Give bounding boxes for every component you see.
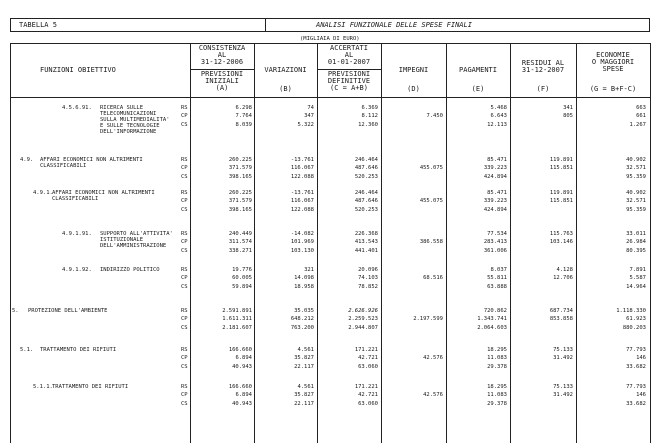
- table-cell: 2.626.926: [348, 308, 378, 314]
- unit-note: (MIGLIAIA DI EURO): [300, 36, 360, 42]
- table-cell: 29.378: [487, 363, 507, 370]
- table-cell: 68.516: [423, 275, 443, 282]
- table-cell: 171.221: [354, 347, 378, 353]
- header-pagamenti: PAGAMENTI: [459, 66, 497, 74]
- header-pagamenti-letter: (E): [471, 85, 485, 93]
- row-type-label: RS: [181, 308, 188, 314]
- row-type-label: CP: [181, 392, 188, 399]
- table-cell: 520.253: [354, 206, 378, 213]
- table-cell: 18.958: [294, 283, 314, 290]
- row-type-label: CS: [181, 173, 188, 180]
- table-cell: 5.587: [629, 275, 646, 282]
- header-economie-1: ECONOMIE: [596, 51, 630, 59]
- table-cell: 55.811: [487, 275, 507, 282]
- table-cell: 763.200: [290, 324, 314, 331]
- header-pi-2: INIZIALI: [205, 77, 239, 85]
- table-cell: 122.088: [290, 206, 314, 213]
- table-cell: 12.706: [553, 275, 573, 282]
- table-cell: 805: [563, 113, 573, 120]
- table-cell: 171.221: [354, 384, 378, 390]
- table-cell: 2.181.607: [222, 324, 252, 331]
- header-economie-letter: (G = B+F-C): [589, 85, 637, 93]
- table-cell: 1.343.741: [477, 316, 507, 323]
- table-title: ANALISI FUNZIONALE DELLE SPESE FINALI: [316, 21, 472, 29]
- table-cell: 371.579: [228, 198, 252, 205]
- row-code: 4.9.1.91.: [62, 231, 92, 237]
- table-cell: 260.225: [228, 190, 252, 196]
- row-type-label: CS: [181, 400, 188, 407]
- table-cell: 7.764: [235, 113, 252, 120]
- table-cell: 80.395: [626, 247, 646, 254]
- header-pd-2: DEFINITIVE: [327, 77, 371, 85]
- table-cell: 60.005: [232, 275, 252, 282]
- table-cell: 1.118.330: [616, 308, 646, 314]
- table-cell: 226.368: [354, 231, 378, 237]
- row-type-label: RS: [181, 157, 188, 163]
- table-cell: 2.064.603: [477, 324, 507, 331]
- row-type-label: CP: [181, 275, 188, 282]
- header-consistenza-2: AL: [217, 51, 227, 59]
- table-cell: 720.862: [483, 308, 507, 314]
- row-type-label: RS: [181, 105, 188, 111]
- table-cell: 14.964: [626, 283, 646, 290]
- table-cell: 35.827: [294, 355, 314, 362]
- table-cell: 246.464: [354, 157, 378, 163]
- table-cell: 413.543: [354, 239, 378, 246]
- row-description: TRATTAMENTO DEI RIFIUTI: [40, 347, 117, 353]
- table-cell: 520.253: [354, 173, 378, 180]
- header-pd-3: (C = A+B): [330, 84, 368, 92]
- table-cell: 12.113: [487, 121, 507, 128]
- row-code: 4.5.6.91.: [62, 105, 92, 111]
- header-pi-3: (A): [215, 84, 229, 92]
- table-cell: 347: [304, 113, 314, 120]
- table-cell: 85.471: [487, 190, 507, 196]
- table-cell: 880.203: [622, 324, 646, 331]
- table-cell: 4.561: [297, 347, 314, 353]
- table-cell: 424.894: [483, 173, 507, 180]
- table-cell: 75.133: [553, 347, 573, 353]
- table-cell: 166.660: [228, 347, 252, 353]
- table-cell: 75.133: [553, 384, 573, 390]
- table-cell: 853.858: [549, 316, 573, 323]
- row-description: SUPPORTO ALL'ATTIVITA' ISTITUZIONALE DELL'AMMINISTRAZIONE: [100, 231, 173, 249]
- table-cell: 101.969: [290, 239, 314, 246]
- row-type-label: RS: [181, 267, 188, 273]
- row-type-label: RS: [181, 384, 188, 390]
- row-code: 5.: [12, 308, 19, 314]
- table-cell: 103.130: [290, 247, 314, 254]
- col-rule: [650, 43, 651, 443]
- col-rule: [576, 43, 577, 443]
- table-cell: 6.643: [490, 113, 507, 120]
- table-cell: 6.894: [235, 392, 252, 399]
- table-cell: 8.037: [490, 267, 507, 273]
- row-type-label: CS: [181, 206, 188, 213]
- table-cell: 40.943: [232, 363, 252, 370]
- table-cell: 42.576: [423, 355, 443, 362]
- table-cell: 311.574: [228, 239, 252, 246]
- header-funzioni: FUNZIONI OBIETTIVO: [40, 66, 116, 74]
- table-cell: 33.682: [626, 363, 646, 370]
- col-rule: [510, 43, 511, 443]
- table-cell: 6.369: [361, 105, 378, 111]
- table-cell: 77.793: [626, 347, 646, 353]
- table-cell: 19.776: [232, 267, 252, 273]
- table-cell: 77.793: [626, 384, 646, 390]
- row-type-label: CS: [181, 363, 188, 370]
- table-cell: 63.060: [358, 363, 378, 370]
- header-previsioni-definitive: [317, 71, 381, 92]
- table-cell: 386.558: [419, 239, 443, 246]
- table-cell: 35.035: [294, 308, 314, 314]
- table-cell: 116.067: [290, 198, 314, 205]
- table-cell: 119.891: [549, 190, 573, 196]
- header-residui-1: RESIDUI AL: [521, 59, 565, 67]
- table-cell: 487.646: [354, 165, 378, 172]
- table-cell: 146: [636, 355, 646, 362]
- row-description: RICERCA SULLE TELECOMUNICAZIONI SULLA MULTIMEDIALITA' E SULLE TECNOLOGIE DELL'INFORMAZIONE: [100, 105, 170, 135]
- table-cell: 1.611.311: [222, 316, 252, 323]
- table-cell: 74: [307, 105, 314, 111]
- table-cell: 339.223: [483, 165, 507, 172]
- row-code: 4.9.1.: [33, 190, 53, 196]
- header-variazioni: VARIAZIONI: [264, 66, 307, 74]
- header-residui-2: 31-12-2007: [521, 66, 565, 74]
- header-economie-3: SPESE: [602, 65, 624, 73]
- table-cell: 11.083: [487, 355, 507, 362]
- table-cell: 7.891: [629, 267, 646, 273]
- table-cell: 22.117: [294, 400, 314, 407]
- table-cell: 455.075: [419, 165, 443, 172]
- table-cell: 33.011: [626, 231, 646, 237]
- table-cell: 85.471: [487, 157, 507, 163]
- header-impegni-letter: (D): [407, 85, 420, 93]
- row-type-label: CS: [181, 121, 188, 128]
- table-cell: 42.576: [423, 392, 443, 399]
- table-cell: 122.088: [290, 173, 314, 180]
- table-cell: 32.571: [626, 198, 646, 205]
- table-cell: 40.902: [626, 190, 646, 196]
- header-accertati-2: AL: [344, 51, 354, 59]
- col-rule: [381, 43, 382, 443]
- table-cell: 22.117: [294, 363, 314, 370]
- row-description: TRATTAMENTO DEI RIFIUTI: [52, 384, 129, 390]
- table-cell: 59.894: [232, 283, 252, 290]
- table-cell: 12.360: [358, 121, 378, 128]
- table-cell: 487.646: [354, 198, 378, 205]
- table-cell: 42.721: [358, 355, 378, 362]
- table-cell: 20.096: [358, 267, 378, 273]
- header-economie-2: O MAGGIORI: [591, 58, 635, 66]
- table-cell: 663: [636, 105, 646, 111]
- table-cell: 77.534: [487, 231, 507, 237]
- table-cell: 115.851: [549, 165, 573, 172]
- header-pi-1: PREVISIONI: [200, 70, 244, 78]
- table-cell: 424.894: [483, 206, 507, 213]
- table-cell: 260.225: [228, 157, 252, 163]
- table-cell: 33.682: [626, 400, 646, 407]
- table-cell: 74.103: [358, 275, 378, 282]
- row-type-label: CP: [181, 198, 188, 205]
- table-cell: 246.464: [354, 190, 378, 196]
- table-cell: 31.492: [553, 392, 573, 399]
- table-cell: 341: [563, 105, 573, 111]
- table-cell: 398.165: [228, 173, 252, 180]
- table-cell: 166.660: [228, 384, 252, 390]
- table-cell: 2.944.807: [348, 324, 378, 331]
- table-cell: 26.984: [626, 239, 646, 246]
- table-cell: 6.894: [235, 355, 252, 362]
- table-cell: 455.075: [419, 198, 443, 205]
- header-accertati-3: 01-01-2007: [327, 58, 371, 66]
- row-type-label: CP: [181, 165, 188, 172]
- header-bottom-rule: [10, 97, 650, 98]
- header-variazioni-letter: (B): [279, 85, 292, 93]
- header-accertati: [317, 45, 381, 66]
- table-cell: 78.852: [358, 283, 378, 290]
- table-cell: 8.039: [235, 121, 252, 128]
- table-cell: 95.359: [626, 206, 646, 213]
- table-cell: 648.212: [290, 316, 314, 323]
- col-rule: [190, 43, 191, 443]
- table-cell: 441.401: [354, 247, 378, 254]
- table-cell: 32.571: [626, 165, 646, 172]
- row-type-label: CP: [181, 113, 188, 120]
- header-residui-letter: (F): [536, 85, 550, 93]
- table-cell: 4.128: [556, 267, 573, 273]
- col-rule: [317, 43, 318, 443]
- table-cell: 2.197.599: [413, 316, 443, 323]
- table-cell: 14.098: [294, 275, 314, 282]
- table-cell: 63.060: [358, 400, 378, 407]
- table-cell: 119.891: [549, 157, 573, 163]
- table-cell: 4.561: [297, 384, 314, 390]
- row-code: 4.9.: [20, 157, 34, 163]
- table-cell: 11.083: [487, 392, 507, 399]
- row-type-label: CP: [181, 316, 188, 323]
- table-cell: 2.259.523: [348, 316, 378, 323]
- table-cell: 6.298: [235, 105, 252, 111]
- table-cell: 29.378: [487, 400, 507, 407]
- header-impegni: IMPEGNI: [398, 66, 429, 74]
- table-cell: 18.295: [487, 347, 507, 353]
- row-description: AFFARI ECONOMICI NON ALTRIMENTI CLASSIFICABILI: [40, 157, 143, 169]
- table-cell: 103.146: [549, 239, 573, 246]
- table-cell: -14.082: [290, 231, 314, 237]
- table-cell: 371.579: [228, 165, 252, 172]
- table-cell: 63.888: [487, 283, 507, 290]
- col-rule: [254, 43, 255, 443]
- row-type-label: CP: [181, 239, 188, 246]
- table-cell: 321: [304, 267, 314, 273]
- table-cell: 2.591.891: [222, 308, 252, 314]
- table-cell: 240.449: [228, 231, 252, 237]
- row-description: INDIRIZZO POLITICO: [100, 267, 160, 273]
- table-cell: 40.943: [232, 400, 252, 407]
- table-cell: 7.450: [426, 113, 443, 120]
- table-cell: 339.223: [483, 198, 507, 205]
- row-type-label: RS: [181, 231, 188, 237]
- table-cell: 31.492: [553, 355, 573, 362]
- table-cell: 687.734: [549, 308, 573, 314]
- table-cell: 8.112: [361, 113, 378, 120]
- title-divider: [265, 19, 266, 31]
- row-code: 4.9.1.92.: [62, 267, 92, 273]
- title-bar: [10, 18, 650, 32]
- table-cell: 42.721: [358, 392, 378, 399]
- table-cell: -13.761: [290, 190, 314, 196]
- row-code: 5.1.: [20, 347, 34, 353]
- header-residui: [510, 60, 576, 74]
- row-code: 5.1.1.: [33, 384, 53, 390]
- table-cell: 115.763: [549, 231, 573, 237]
- table-cell: 35.827: [294, 392, 314, 399]
- table-cell: 146: [636, 392, 646, 399]
- table-cell: 398.165: [228, 206, 252, 213]
- table-cell: -13.761: [290, 157, 314, 163]
- table-cell: 5.468: [490, 105, 507, 111]
- col-rule: [10, 43, 11, 443]
- row-type-label: CS: [181, 283, 188, 290]
- row-type-label: CS: [181, 324, 188, 331]
- header-previsioni-iniziali: [190, 71, 254, 92]
- table-cell: 661: [636, 113, 646, 120]
- header-consistenza-3: 31-12-2006: [200, 58, 244, 66]
- header-consistenza-1: CONSISTENZA: [198, 44, 246, 52]
- header-economie: [576, 52, 650, 73]
- table-cell: 115.851: [549, 198, 573, 205]
- table-cell: 18.295: [487, 384, 507, 390]
- table-cell: 61.923: [626, 316, 646, 323]
- table-cell: 5.322: [297, 121, 314, 128]
- row-type-label: RS: [181, 347, 188, 353]
- table-cell: 95.359: [626, 173, 646, 180]
- table-label: TABELLA 5: [19, 21, 57, 29]
- header-accertati-1: ACCERTATI: [330, 44, 368, 52]
- table-cell: 361.006: [483, 247, 507, 254]
- table-cell: 283.413: [483, 239, 507, 246]
- col-rule: [446, 43, 447, 443]
- header-pd-1: PREVISIONI: [327, 70, 371, 78]
- table-cell: 116.067: [290, 165, 314, 172]
- row-type-label: CP: [181, 355, 188, 362]
- header-consistenza: [190, 45, 254, 66]
- row-description: PROTEZIONE DELL'AMBIENTE: [28, 308, 108, 314]
- table-cell: 1.267: [629, 121, 646, 128]
- row-type-label: RS: [181, 190, 188, 196]
- table-cell: 338.271: [228, 247, 252, 254]
- row-description: AFFARI ECONOMICI NON ALTRIMENTI CLASSIFICABILI: [52, 190, 155, 202]
- row-type-label: CS: [181, 247, 188, 254]
- table-cell: 40.902: [626, 157, 646, 163]
